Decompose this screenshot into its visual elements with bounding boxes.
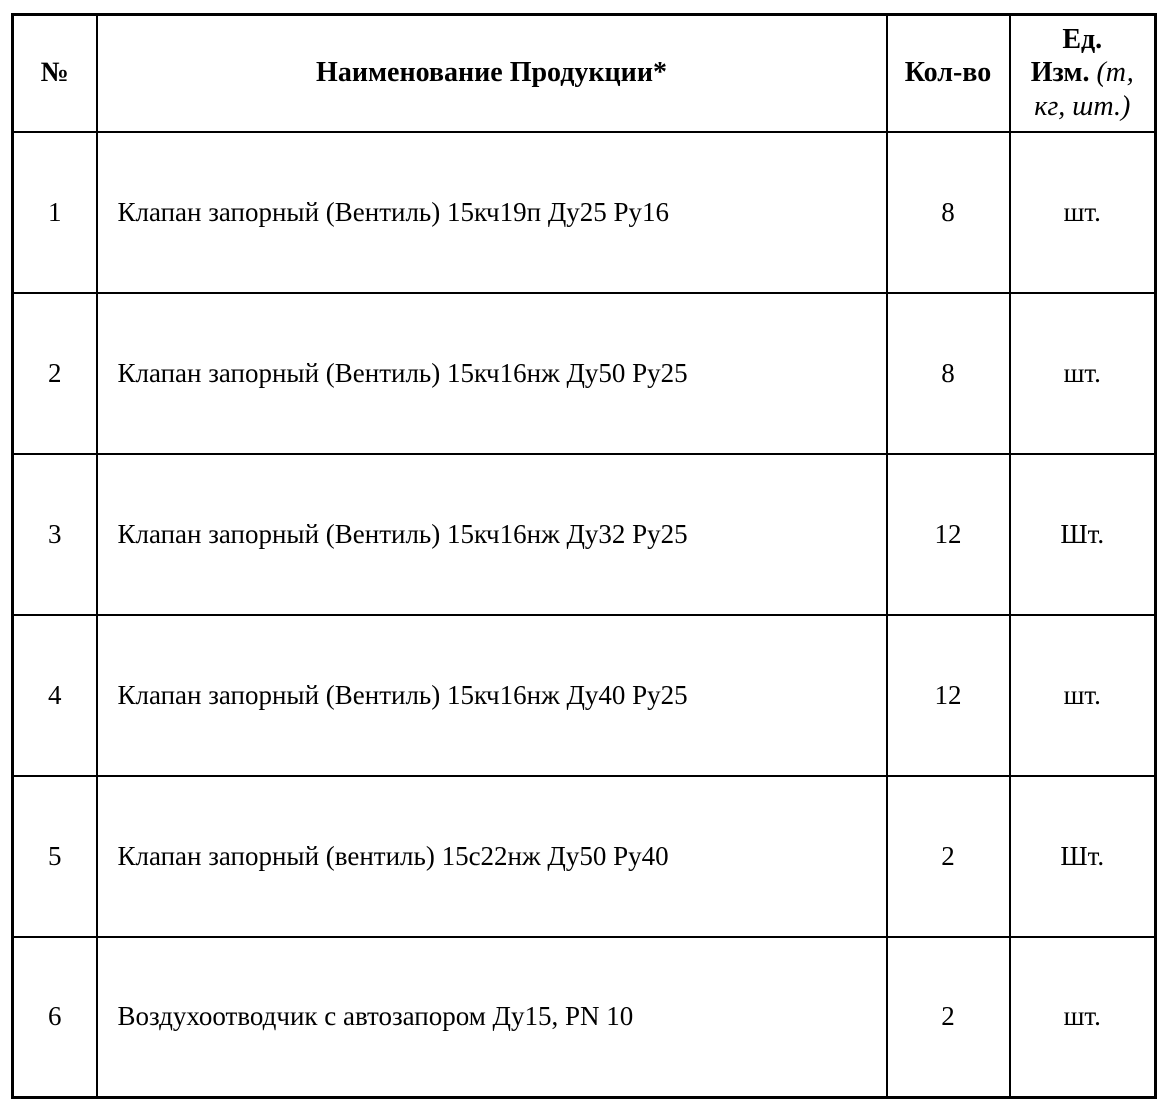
product-name: Клапан запорный (Вентиль) 15кч16нж Ду40 Ру25 — [97, 615, 887, 776]
unit-value: шт. — [1010, 293, 1156, 454]
table-row — [13, 615, 1156, 776]
table-row — [13, 454, 1156, 615]
product-name: Клапан запорный (Вентиль) 15кч16нж Ду50 Ру25 — [97, 293, 887, 454]
header-unit-line2-bold: Изм. — [1030, 57, 1097, 89]
header-number-label: № — [40, 57, 69, 89]
unit-value: Шт. — [1010, 776, 1156, 937]
product-name: Клапан запорный (Вентиль) 15кч16нж Ду32 Ру25 — [97, 454, 887, 615]
header-number — [13, 15, 97, 132]
table-row — [13, 132, 1156, 293]
row-number: 4 — [13, 615, 97, 776]
header-product-name-label: Наименование Продукции* — [316, 57, 667, 89]
header-quantity-label: Кол-во — [904, 57, 992, 89]
table-body — [13, 132, 1156, 1098]
row-number: 5 — [13, 776, 97, 937]
unit-value: шт. — [1010, 937, 1156, 1098]
header-product-name — [97, 15, 887, 132]
table-row — [13, 293, 1156, 454]
row-number: 3 — [13, 454, 97, 615]
quantity-value: 8 — [887, 293, 1010, 454]
row-number: 2 — [13, 293, 97, 454]
unit-value: Шт. — [1010, 454, 1156, 615]
header-unit — [1010, 15, 1156, 132]
product-name: Клапан запорный (вентиль) 15с22нж Ду50 Ру40 — [97, 776, 887, 937]
product-name: Воздухоотводчик с автозапором Ду15, PN 10 — [97, 937, 887, 1098]
unit-value: шт. — [1010, 615, 1156, 776]
products-table — [11, 13, 1157, 1099]
header-unit-line3-italic: кг, шт.) — [1034, 91, 1131, 123]
table-row — [13, 937, 1156, 1098]
quantity-value: 2 — [887, 776, 1010, 937]
quantity-value: 12 — [887, 454, 1010, 615]
table-row — [13, 776, 1156, 937]
quantity-value: 2 — [887, 937, 1010, 1098]
product-name: Клапан запорный (Вентиль) 15кч19п Ду25 Ру16 — [97, 132, 887, 293]
header-unit-line2-italic: (т, — [1096, 57, 1134, 89]
header-row — [13, 15, 1156, 132]
row-number: 1 — [13, 132, 97, 293]
header-quantity — [887, 15, 1010, 132]
row-number: 6 — [13, 937, 97, 1098]
header-unit-line1: Ед. — [1062, 23, 1103, 55]
quantity-value: 8 — [887, 132, 1010, 293]
table-header — [13, 15, 1156, 132]
quantity-value: 12 — [887, 615, 1010, 776]
unit-value: шт. — [1010, 132, 1156, 293]
